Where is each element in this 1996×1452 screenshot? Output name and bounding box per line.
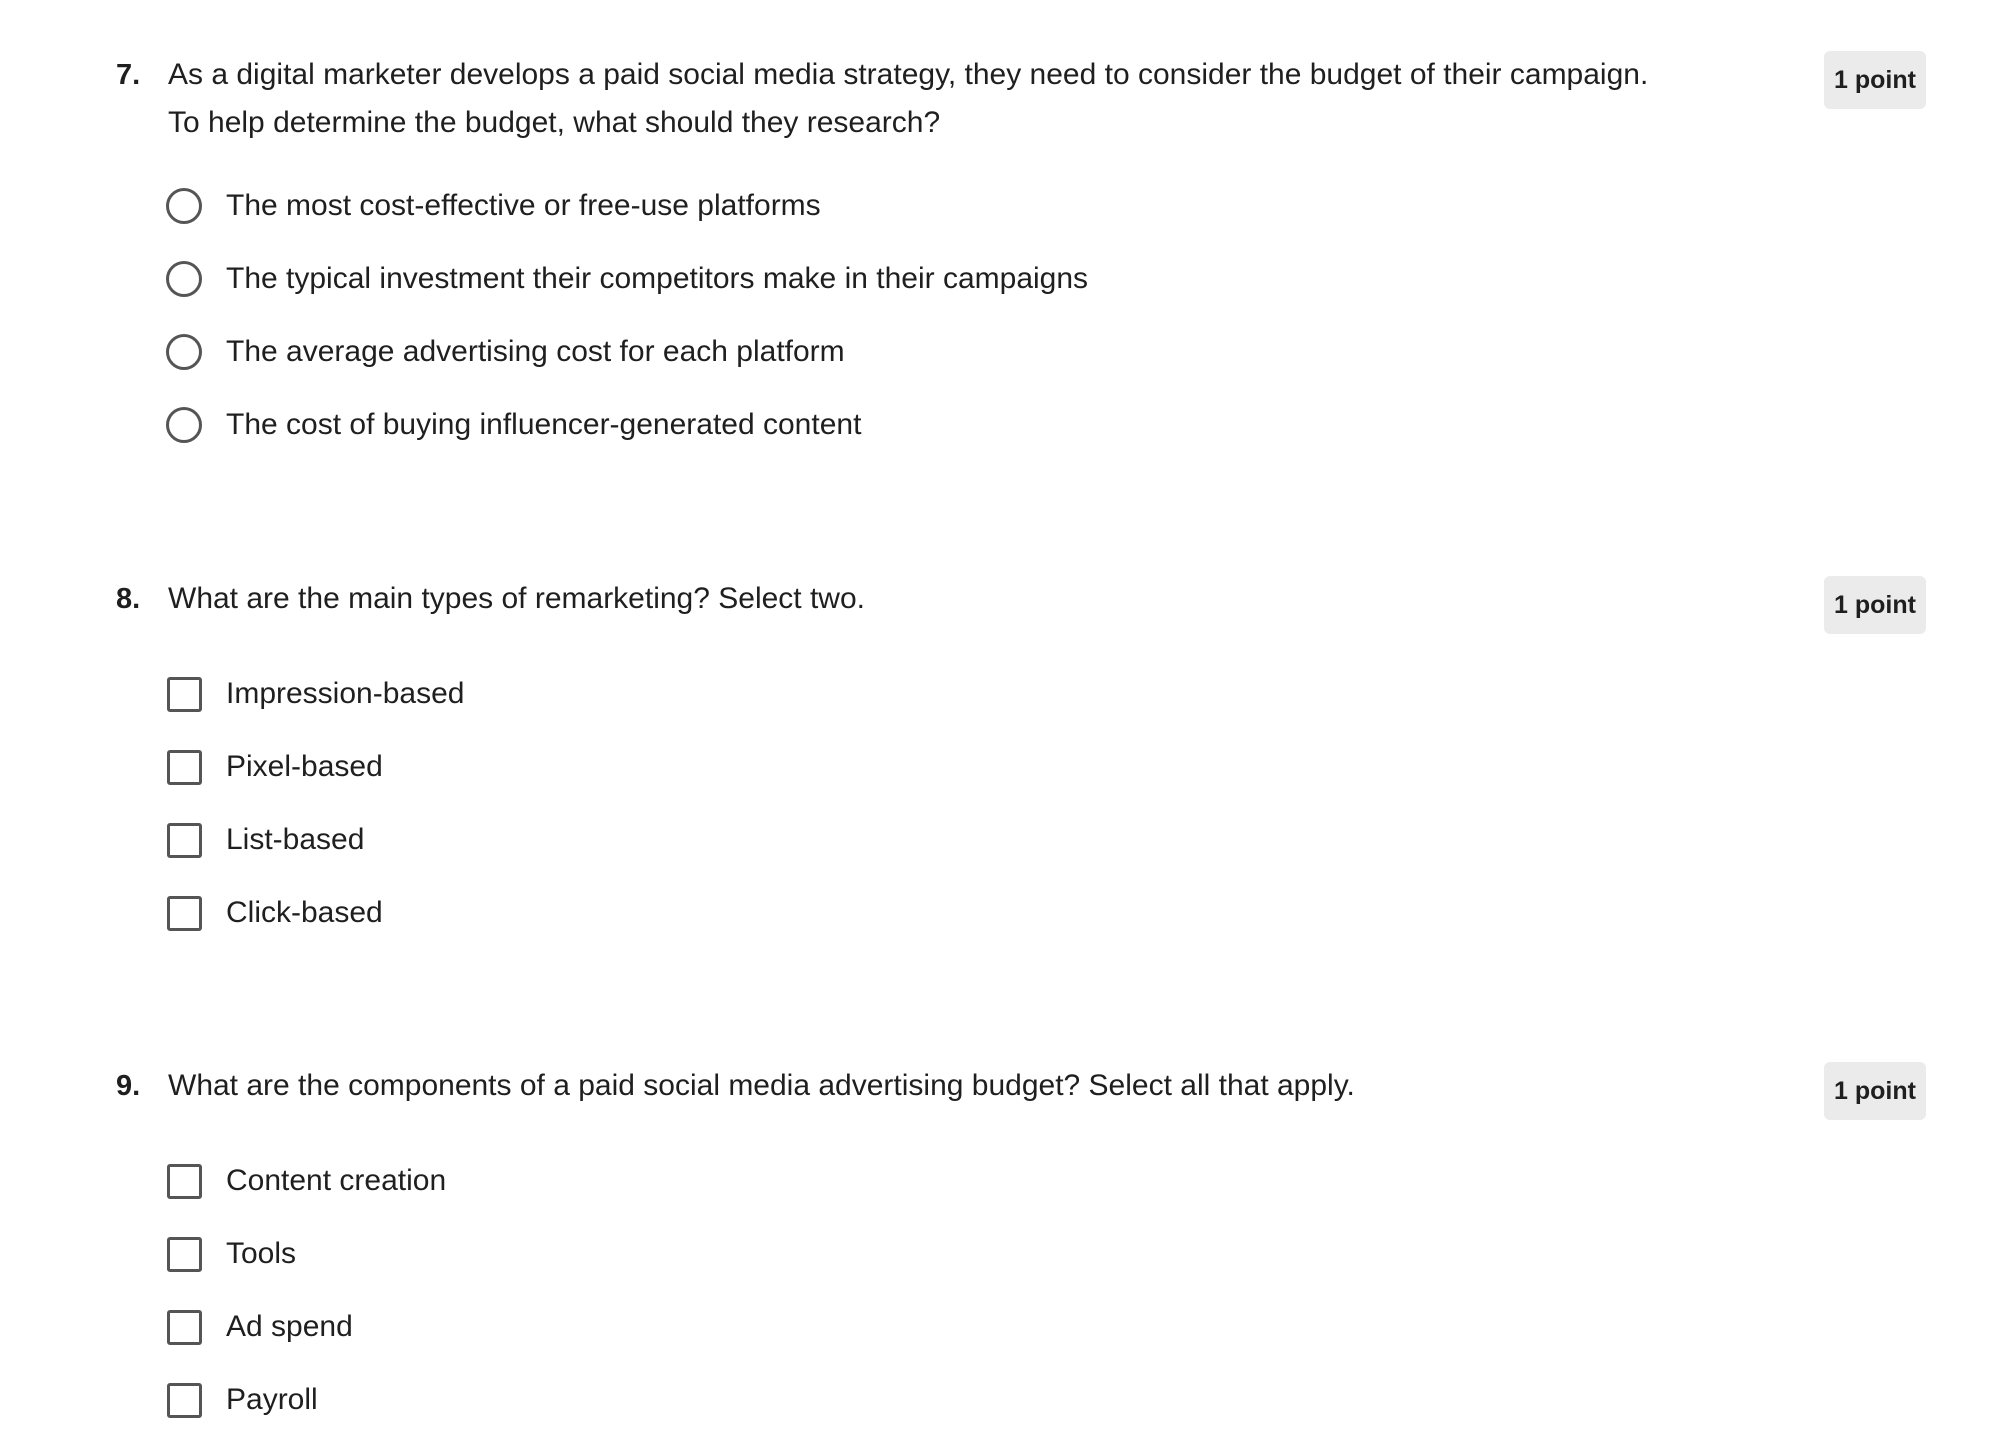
checkbox-option[interactable] xyxy=(166,672,464,716)
option-label: Pixel-based xyxy=(226,750,383,783)
checkbox[interactable] xyxy=(167,1164,202,1199)
checkbox[interactable] xyxy=(167,750,202,785)
points-badge: 1 point xyxy=(1824,1062,1926,1120)
question-prompt xyxy=(168,575,1698,623)
points-badge: 1 point xyxy=(1824,576,1926,634)
question-prompt-line: To help determine the budget, what should they research? xyxy=(168,106,941,139)
radio-button[interactable] xyxy=(166,334,202,370)
radio-option[interactable] xyxy=(166,257,1088,301)
checkbox-option[interactable] xyxy=(166,818,364,862)
checkbox[interactable] xyxy=(167,677,202,712)
radio-option[interactable] xyxy=(166,330,845,374)
option-label: Tools xyxy=(226,1237,297,1270)
checkbox[interactable] xyxy=(167,896,202,931)
checkbox-option[interactable] xyxy=(166,1305,353,1349)
checkbox-option[interactable] xyxy=(166,745,383,789)
question-prompt-line: What are the main types of remarketing? Select two. xyxy=(168,582,865,615)
radio-option[interactable] xyxy=(166,403,861,447)
question-number: 7. xyxy=(116,59,141,91)
option-label: The most cost-effective or free-use platforms xyxy=(226,189,821,222)
question-prompt-line: As a digital marketer develops a paid social media strategy, they need to consider the budget of their campaign. xyxy=(168,58,1649,91)
checkbox[interactable] xyxy=(167,1237,202,1272)
radio-option[interactable] xyxy=(166,184,821,228)
question-prompt xyxy=(168,51,1698,147)
option-label: Ad spend xyxy=(226,1310,353,1343)
checkbox-option[interactable] xyxy=(166,891,383,935)
radio-button[interactable] xyxy=(166,407,202,443)
option-label: List-based xyxy=(226,823,365,856)
option-label: The average advertising cost for each platform xyxy=(226,335,845,368)
option-label: Impression-based xyxy=(226,677,465,710)
question-number: 9. xyxy=(116,1070,141,1102)
option-label: Content creation xyxy=(226,1164,447,1197)
checkbox-option[interactable] xyxy=(166,1232,296,1276)
option-label: Payroll xyxy=(226,1383,318,1416)
checkbox-option[interactable] xyxy=(166,1378,318,1422)
option-label: The cost of buying influencer-generated content xyxy=(226,408,862,441)
question-prompt-line: What are the components of a paid social media advertising budget? Select all that apply. xyxy=(168,1069,1355,1102)
radio-button[interactable] xyxy=(166,261,202,297)
radio-button[interactable] xyxy=(166,188,202,224)
checkbox[interactable] xyxy=(167,823,202,858)
points-badge: 1 point xyxy=(1824,51,1926,109)
question-number: 8. xyxy=(116,583,141,615)
option-label: Click-based xyxy=(226,896,383,929)
question-prompt xyxy=(168,1062,1698,1110)
checkbox[interactable] xyxy=(167,1310,202,1345)
option-label: The typical investment their competitors make in their campaigns xyxy=(226,262,1089,295)
checkbox-option[interactable] xyxy=(166,1159,446,1203)
checkbox[interactable] xyxy=(167,1383,202,1418)
